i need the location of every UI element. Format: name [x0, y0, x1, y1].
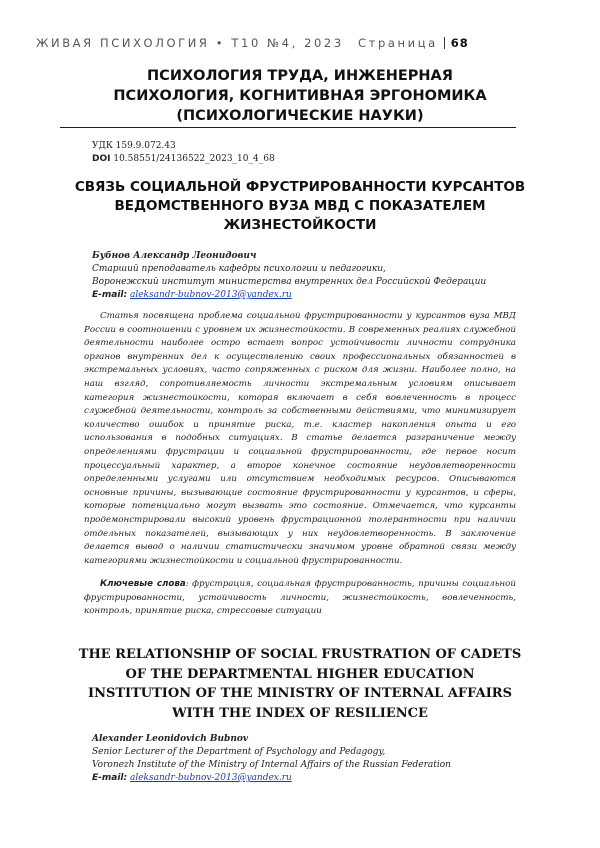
- doi-label: DOI: [92, 154, 111, 164]
- keywords-ru: [84, 578, 516, 619]
- article-title-en-line: WITH THE INDEX OF RESILIENCE: [172, 705, 428, 721]
- article-title-en-line: INSTITUTION OF THE MINISTRY OF INTERNAL AFFAIRS: [88, 686, 512, 701]
- section-title: [60, 66, 540, 126]
- article-title-en-line: OF THE DEPARTMENTAL HIGHER EDUCATION: [125, 666, 475, 682]
- author-position-en: Senior Lecturer of the Department of Psychology and Pedagogy,: [92, 747, 386, 757]
- article-title-en-line: THE RELATIONSHIP OF SOCIAL FRUSTRATION OF CADETS: [78, 647, 522, 662]
- author-email-link-en[interactable]: aleksandr-bubnov-2013@yandex.ru: [129, 773, 292, 783]
- article-title-en: [60, 645, 540, 723]
- section-title-line: ПСИХОЛОГИЯ ТРУДА, ИНЖЕНЕРНАЯ: [147, 68, 453, 84]
- udk-code: УДК 159.9.072.43: [92, 141, 176, 151]
- journal-name: ЖИВАЯ ПСИХОЛОГИЯ • Т10 №4, 2023: [36, 36, 344, 50]
- author-email-link[interactable]: aleksandr-bubnov-2013@yandex.ru: [129, 290, 292, 300]
- section-title-line: ПСИХОЛОГИЯ, КОГНИТИВНАЯ ЭРГОНОМИКА: [113, 88, 487, 104]
- author-info-ru: [92, 250, 522, 302]
- doi-value[interactable]: 10.58551/24136522_2023_10_4_68: [113, 154, 275, 164]
- author-affiliation: Воронежский институт министерства внутренних дел Российской Федерации: [92, 277, 487, 287]
- author-position: Старший преподаватель кафедры психологии и педагогики,: [92, 264, 386, 274]
- email-label: E-mail:: [92, 290, 128, 300]
- article-title-line: ЖИЗНЕСТОЙКОСТИ: [223, 217, 377, 233]
- header-separator: [444, 37, 445, 49]
- page-label: Страница: [358, 36, 438, 50]
- author-email-line: [92, 289, 522, 302]
- article-title-line: ВЕДОМСТВЕННОГО ВУЗА МВД С ПОКАЗАТЕЛЕМ: [114, 198, 486, 214]
- keywords-text: : фрустрация, социальная фрустрированность, причины социальной фрустрированности, устойчивость личности, жизнестойкость, вовлеченность, контроль, принятие риска, стрессовые ситуации: [84, 579, 516, 617]
- section-title-line: (ПСИХОЛОГИЧЕСКИЕ НАУКИ): [176, 108, 424, 124]
- section-divider: [60, 127, 516, 128]
- article-title: [60, 178, 540, 235]
- article-title-line: СВЯЗЬ СОЦИАЛЬНОЙ ФРУСТРИРОВАННОСТИ КУРСАНТОВ: [74, 179, 526, 195]
- author-affiliation-en: Voronezh Institute of the Ministry of Internal Affairs of the Russian Federation: [92, 760, 451, 770]
- doi-line: [92, 153, 275, 166]
- page-number: 68: [450, 36, 469, 50]
- author-name-en: Alexander Leonidovich Bubnov: [92, 734, 249, 744]
- author-name: Бубнов Александр Леонидович: [92, 251, 257, 261]
- email-label-en: E-mail:: [92, 773, 128, 783]
- abstract-ru: Статья посвящена проблема социальной фрустрированности у курсантов вуза МВД России в соотношении с уровнем их жизнестойкости. В современных реалиях служебной деятельности наиболее остро встает вопрос устойчивости личности сотрудника органов внутренних дел к осуществлению своих профессиональных обязанностей в экстремальных условиях, часто сопряженных с риском для жизни. Наиболее полно, на наш взгляд, сопротивляемость личности экстремальным условиям описывает категория жизнестойкости, которая включает в себя вовлеченность в процесс служебной деятельности, контроль за собственными действиями, что минимизирует количество ошибок и принятие риска, т.е. кластер накопления опыта и его использования в подобных ситуациях. В статье делается разграничение между определениями фрустрации и социальной фрустрированности, где первое носит процессуальный характер, а второе конечное состояние неудовлетворенности определенными услугами или отсутствием необходимых ресурсов. Описываются основные причины, вызывающие состояние фрустрированности у курсантов, и сферы, которые потенциально могут вызвать это состояние. Отмечается, что курсанты продемонстрировали высокий уровень фрустрационной толерантности при наличии отдельных показателей, вызывающих у них неудовлетворенность. В заключение делается вывод о наличии статистически значимом уровне обратной связи между категориями жизнестойкости и социальной фрустрированности.: [84, 311, 516, 566]
- article-meta: [92, 140, 275, 166]
- running-header: [36, 36, 564, 50]
- keywords-label: Ключевые слова: [100, 579, 186, 589]
- author-info-en: [92, 733, 522, 785]
- author-email-line-en: [92, 772, 522, 785]
